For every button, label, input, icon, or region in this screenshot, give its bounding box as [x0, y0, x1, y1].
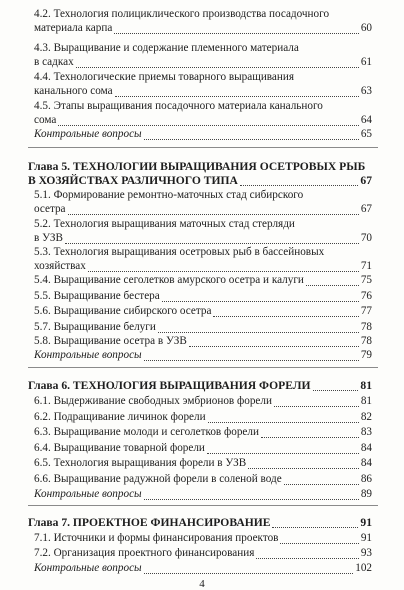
page-number: 91 — [360, 532, 372, 544]
leader-dots — [207, 442, 359, 454]
toc-entry-6-3[interactable]: 6.3. Выращивание молоди и сеголетков форели 83 — [34, 426, 372, 438]
leader-dots — [274, 395, 359, 407]
toc-entry-7-2[interactable]: 7.2. Организация проектного финансирования 93 — [34, 547, 372, 559]
toc-entry-ch7-questions[interactable]: Контрольные вопросы 102 — [34, 562, 372, 574]
page-number: 81 — [360, 379, 372, 392]
leader-dots — [213, 305, 358, 317]
leader-dots — [162, 290, 359, 302]
page-number: 60 — [360, 21, 372, 34]
page-number: 77 — [360, 305, 372, 317]
leader-dots — [284, 473, 359, 485]
leader-dots — [144, 562, 354, 574]
leader-dots — [58, 114, 358, 126]
toc-entry-5-4[interactable]: 5.4. Выращивание сеголетков амурского осетра и калуги 75 — [34, 274, 372, 286]
page-number: 83 — [360, 426, 372, 438]
leader-dots — [144, 488, 359, 500]
page-number: 76 — [360, 290, 372, 302]
page-number: 61 — [360, 55, 372, 68]
page-number: 78 — [360, 335, 372, 347]
toc-entry-5-3[interactable]: 5.3. Технология выращивания осетровых рыб в бассейновых хозяйствах 71 — [34, 246, 372, 272]
page-number: 86 — [360, 473, 372, 485]
page-folio: 4 — [199, 578, 205, 590]
toc-entry-4-2[interactable]: 4.2. Технология полициклического производства посадочного материала карпа 60 — [34, 8, 372, 34]
toc-entry-5-1[interactable]: 5.1. Формирование ремонтно-маточных стад сибирского осетра 67 — [34, 189, 372, 215]
leader-dots — [189, 335, 359, 347]
toc-entry-6-5[interactable]: 6.5. Технология выращивания форели в УЗВ 84 — [34, 457, 372, 469]
toc-chapter-7[interactable]: Глава 7. ПРОЕКТНОЕ ФИНАНСИРОВАНИЕ 91 — [28, 516, 372, 529]
page-number: 67 — [360, 202, 372, 215]
section-divider — [28, 505, 378, 506]
page-number: 91 — [360, 516, 372, 529]
toc-entry-5-5[interactable]: 5.5. Выращивание бестера 76 — [34, 290, 372, 302]
toc-entry-5-2[interactable]: 5.2. Технология выращивания маточных стад стерляди в УЗВ 70 — [34, 218, 372, 244]
toc-entry-7-1[interactable]: 7.1. Источники и формы финансирования проектов 91 — [34, 532, 372, 544]
toc-entry-5-7[interactable]: 5.7. Выращивание белуги 78 — [34, 321, 372, 333]
toc-entry-6-2[interactable]: 6.2. Подращивание личинок форели 82 — [34, 411, 372, 423]
leader-dots — [68, 203, 359, 215]
page-number: 65 — [360, 128, 372, 140]
page-number: 93 — [360, 547, 372, 559]
leader-dots — [76, 56, 359, 68]
leader-dots — [144, 349, 359, 361]
leader-dots — [280, 532, 358, 544]
leader-dots — [261, 426, 359, 438]
toc-entry-6-1[interactable]: 6.1. Выдерживание свободных эмбрионов форели 81 — [34, 395, 372, 407]
page-number: 84 — [360, 457, 372, 469]
leader-dots — [144, 128, 359, 140]
leader-dots — [208, 411, 359, 423]
section-divider — [28, 147, 378, 148]
page-number: 82 — [360, 411, 372, 423]
toc-entry-6-4[interactable]: 6.4. Выращивание товарной форели 84 — [34, 442, 372, 454]
leader-dots — [256, 547, 358, 559]
toc-entry-4-3[interactable]: 4.3. Выращивание и содержание племенного материала в садках 61 — [34, 42, 372, 68]
page-number: 67 — [360, 173, 372, 187]
page-number: 71 — [360, 259, 372, 272]
toc-entry-5-8[interactable]: 5.8. Выращивание осетра в УЗВ 78 — [34, 335, 372, 347]
page-number: 81 — [360, 395, 372, 407]
toc-entry-6-6[interactable]: 6.6. Выращивание радужной форели в соленой воде 86 — [34, 473, 372, 485]
toc-entry-ch6-questions[interactable]: Контрольные вопросы 89 — [34, 488, 372, 500]
toc-entry-4-5[interactable]: 4.5. Этапы выращивания посадочного материала канального сома 64 — [34, 100, 372, 126]
toc-entry-ch5-questions[interactable]: Контрольные вопросы 79 — [34, 349, 372, 361]
section-divider — [28, 367, 378, 368]
leader-dots — [248, 457, 359, 469]
leader-dots — [65, 232, 359, 244]
leader-dots — [88, 260, 359, 272]
page-number: 75 — [360, 274, 372, 286]
leader-dots — [313, 379, 359, 391]
toc-chapter-5[interactable]: Глава 5. ТЕХНОЛОГИИ ВЫРАЩИВАНИЯ ОСЕТРОВЫХ РЫБ В ХОЗЯЙСТВАХ РАЗЛИЧНОГО ТИПА 67 — [28, 160, 372, 187]
page-number: 102 — [355, 562, 372, 574]
leader-dots — [306, 274, 359, 286]
page-number: 89 — [360, 488, 372, 500]
leader-dots — [114, 22, 359, 34]
toc-entry-4-4[interactable]: 4.4. Технологические приемы товарного выращивания канального сома 63 — [34, 71, 372, 97]
page-number: 70 — [360, 231, 372, 244]
leader-dots — [158, 321, 359, 333]
toc-entry-ch4-questions[interactable]: Контрольные вопросы 65 — [34, 128, 372, 140]
leader-dots — [272, 516, 358, 528]
page-number: 78 — [360, 321, 372, 333]
leader-dots — [240, 174, 359, 186]
toc-entry-5-6[interactable]: 5.6. Выращивание сибирского осетра 77 — [34, 305, 372, 317]
page-number: 84 — [360, 442, 372, 454]
toc-chapter-6[interactable]: Глава 6. ТЕХНОЛОГИЯ ВЫРАЩИВАНИЯ ФОРЕЛИ 81 — [28, 379, 372, 392]
page-number: 63 — [360, 84, 372, 97]
page-number: 79 — [360, 349, 372, 361]
page-number: 64 — [360, 113, 372, 126]
leader-dots — [115, 85, 359, 97]
